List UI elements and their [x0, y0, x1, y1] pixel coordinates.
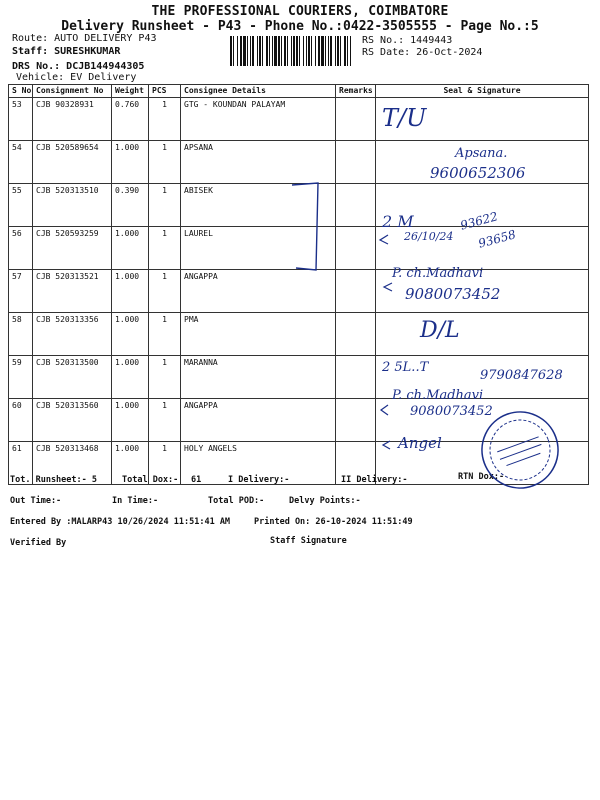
handwritten-sign: Angel	[398, 434, 442, 452]
table-row	[9, 184, 589, 227]
handwritten-name: P. ch.Madhavi	[392, 266, 484, 281]
cell-signature	[376, 313, 589, 356]
barcode-bar	[315, 36, 316, 66]
table-header-row	[9, 85, 589, 98]
handwritten-number: 93622	[458, 209, 500, 233]
verified-by: Verified By	[10, 538, 67, 548]
cell-sno: 54	[9, 141, 33, 184]
cell-pcs: 1	[149, 270, 181, 313]
staff-label: Staff: SURESHKUMAR	[12, 46, 121, 57]
drs-number: DRS No.: DCJB144944305	[12, 61, 145, 72]
cell-remarks	[336, 227, 376, 270]
cell-consignee: ABISEK	[181, 184, 336, 227]
barcode-bar	[252, 36, 254, 66]
cell-sno: 57	[9, 270, 33, 313]
barcode-bar	[278, 36, 280, 66]
barcode-bar	[293, 36, 295, 66]
cell-consignment: CJB 520313356	[33, 313, 112, 356]
barcode-bar	[337, 36, 339, 66]
handwritten-name: Apsana.	[455, 146, 508, 161]
barcode-bar	[321, 36, 324, 66]
cell-consignee: ANGAPPA	[181, 399, 336, 442]
barcode-bar	[328, 36, 329, 66]
cell-consignment: CJB 520313500	[33, 356, 112, 399]
col-header-weight: Weight	[112, 85, 149, 98]
cell-remarks	[336, 184, 376, 227]
barcode-bar	[284, 36, 286, 66]
barcode-bar	[303, 36, 304, 66]
cell-consignee: GTG - KOUNDAN PALAYAM	[181, 98, 336, 141]
total-dox-value: 61	[191, 475, 202, 485]
cell-consignment: CJB 520313468	[33, 442, 112, 485]
barcode-bar	[272, 36, 273, 66]
barcode-bar	[344, 36, 346, 66]
vehicle-label: Vehicle: EV Delivery	[16, 72, 137, 83]
total-pod: Total POD:-	[208, 496, 265, 506]
company-title: THE PROFESSIONAL COURIERS, COIMBATORE	[151, 4, 449, 19]
handwritten-phone: 9080073452	[405, 285, 501, 303]
cell-remarks	[336, 313, 376, 356]
barcode-bar	[243, 36, 246, 66]
runsheet-subtitle: Delivery Runsheet - P43 - Phone No.:0422-3505555 - Page No.:5	[61, 19, 539, 34]
col-header-remarks: Remarks	[336, 85, 376, 98]
total-dox-label: Total Dox:-	[122, 475, 179, 485]
cell-sno: 53	[9, 98, 33, 141]
cell-weight: 1.000	[112, 313, 149, 356]
cell-sno: 60	[9, 399, 33, 442]
barcode-bar	[230, 36, 232, 66]
barcode-bar	[318, 36, 320, 66]
in-time: In Time:-	[112, 496, 159, 506]
cell-consignment: CJB 520589654	[33, 141, 112, 184]
cell-sno: 61	[9, 442, 33, 485]
cell-weight: 1.000	[112, 356, 149, 399]
cell-sno: 59	[9, 356, 33, 399]
table-row	[9, 270, 589, 313]
col-header-consignment: Consignment No	[33, 85, 112, 98]
cell-sno: 58	[9, 313, 33, 356]
cell-pcs: 1	[149, 184, 181, 227]
cell-weight: 0.390	[112, 184, 149, 227]
staff-signature: Staff Signature	[270, 536, 347, 546]
barcode-bar	[247, 36, 248, 66]
barcode-bar	[299, 36, 300, 66]
barcode-bar	[233, 36, 234, 66]
cell-remarks	[336, 356, 376, 399]
handwritten-number: 93658	[476, 227, 518, 251]
barcode-bar	[308, 36, 310, 66]
printed-on: Printed On: 26-10-2024 11:51:49	[254, 517, 413, 527]
rs-number: RS No.: 1449443	[362, 35, 453, 46]
cell-consignee: MARANNA	[181, 356, 336, 399]
barcode-bar	[306, 36, 307, 66]
cell-remarks	[336, 98, 376, 141]
barcode-bar	[287, 36, 288, 66]
table-row	[9, 313, 589, 356]
cell-consignee: APSANA	[181, 141, 336, 184]
barcode-bar	[281, 36, 282, 66]
cell-consignee: PMA	[181, 313, 336, 356]
entered-by: Entered By :MALARP43 10/26/2024 11:51:41 AM	[10, 517, 231, 527]
barcode-image	[229, 36, 353, 66]
cell-weight: 1.000	[112, 227, 149, 270]
cell-remarks	[336, 141, 376, 184]
barcode-bar	[257, 36, 258, 66]
table-row	[9, 399, 589, 442]
route-label: Route: AUTO DELIVERY P43	[12, 33, 157, 44]
rs-date: RS Date: 26-Oct-2024	[362, 47, 483, 58]
barcode-bar	[325, 36, 326, 66]
cell-consignee: ANGAPPA	[181, 270, 336, 313]
barcode-bar	[296, 36, 298, 66]
barcode-bar	[311, 36, 312, 66]
cell-pcs: 1	[149, 141, 181, 184]
handwritten-dl: D/L	[420, 318, 460, 343]
handwritten-name: P. ch.Madhavi	[392, 388, 484, 403]
barcode-bar	[274, 36, 277, 66]
barcode-bar	[269, 36, 270, 66]
cell-weight: 1.000	[112, 442, 149, 485]
barcode-bar	[330, 36, 332, 66]
col-header-pcs: PCS	[149, 85, 181, 98]
barcode-bar	[266, 36, 268, 66]
cell-weight: 0.760	[112, 98, 149, 141]
barcode-bar	[250, 36, 251, 66]
cell-weight: 1.000	[112, 399, 149, 442]
cell-consignment: CJB 520593259	[33, 227, 112, 270]
total-runsheet: Tot. Runsheet:- 5	[10, 475, 97, 485]
cell-consignment: CJB 520313560	[33, 399, 112, 442]
cell-sno: 56	[9, 227, 33, 270]
col-header-consignee: Consignee Details	[181, 85, 336, 98]
handwritten-initials: 2 M	[382, 212, 414, 231]
cell-pcs: 1	[149, 98, 181, 141]
handwritten-tu: T/U	[382, 104, 427, 132]
barcode-bar	[350, 36, 351, 66]
cell-weight: 1.000	[112, 141, 149, 184]
cell-remarks	[336, 399, 376, 442]
cell-pcs: 1	[149, 399, 181, 442]
cell-consignment: CJB 520313510	[33, 184, 112, 227]
cell-sno: 55	[9, 184, 33, 227]
handwritten-phone: 9790847628	[480, 368, 563, 383]
runsheet-table	[8, 84, 589, 485]
cell-pcs: 1	[149, 356, 181, 399]
col-header-sno: S No	[9, 85, 33, 98]
barcode-bar	[335, 36, 336, 66]
ii-delivery: II Delivery:-	[341, 475, 408, 485]
table-row	[9, 98, 589, 141]
handwritten-date: 26/10/24	[404, 230, 454, 243]
i-delivery: I Delivery:-	[228, 475, 290, 485]
rtn-dox: RTN Dox:-	[458, 472, 505, 482]
barcode-bar	[340, 36, 341, 66]
barcode-bar	[237, 36, 238, 66]
cell-weight: 1.000	[112, 270, 149, 313]
cell-consignee: HOLY ANGELS	[181, 442, 336, 485]
delivery-points: Delvy Points:-	[289, 496, 361, 506]
barcode-bar	[240, 36, 242, 66]
cell-pcs: 1	[149, 227, 181, 270]
barcode-bar	[291, 36, 292, 66]
cell-consignment: CJB 520313521	[33, 270, 112, 313]
handwritten-sign: 2 5L..T	[382, 360, 429, 375]
cell-pcs: 1	[149, 442, 181, 485]
handwritten-phone: 9080073452	[410, 404, 493, 419]
barcode-bar	[259, 36, 261, 66]
barcode-bar	[347, 36, 348, 66]
cell-pcs: 1	[149, 313, 181, 356]
cell-consignee: LAUREL	[181, 227, 336, 270]
cell-consignment: CJB 90328931	[33, 98, 112, 141]
cell-remarks	[336, 270, 376, 313]
handwritten-phone: 9600652306	[430, 164, 526, 182]
out-time: Out Time:-	[10, 496, 62, 506]
barcode-bar	[262, 36, 263, 66]
col-header-signature: Seal & Signature	[376, 85, 589, 98]
